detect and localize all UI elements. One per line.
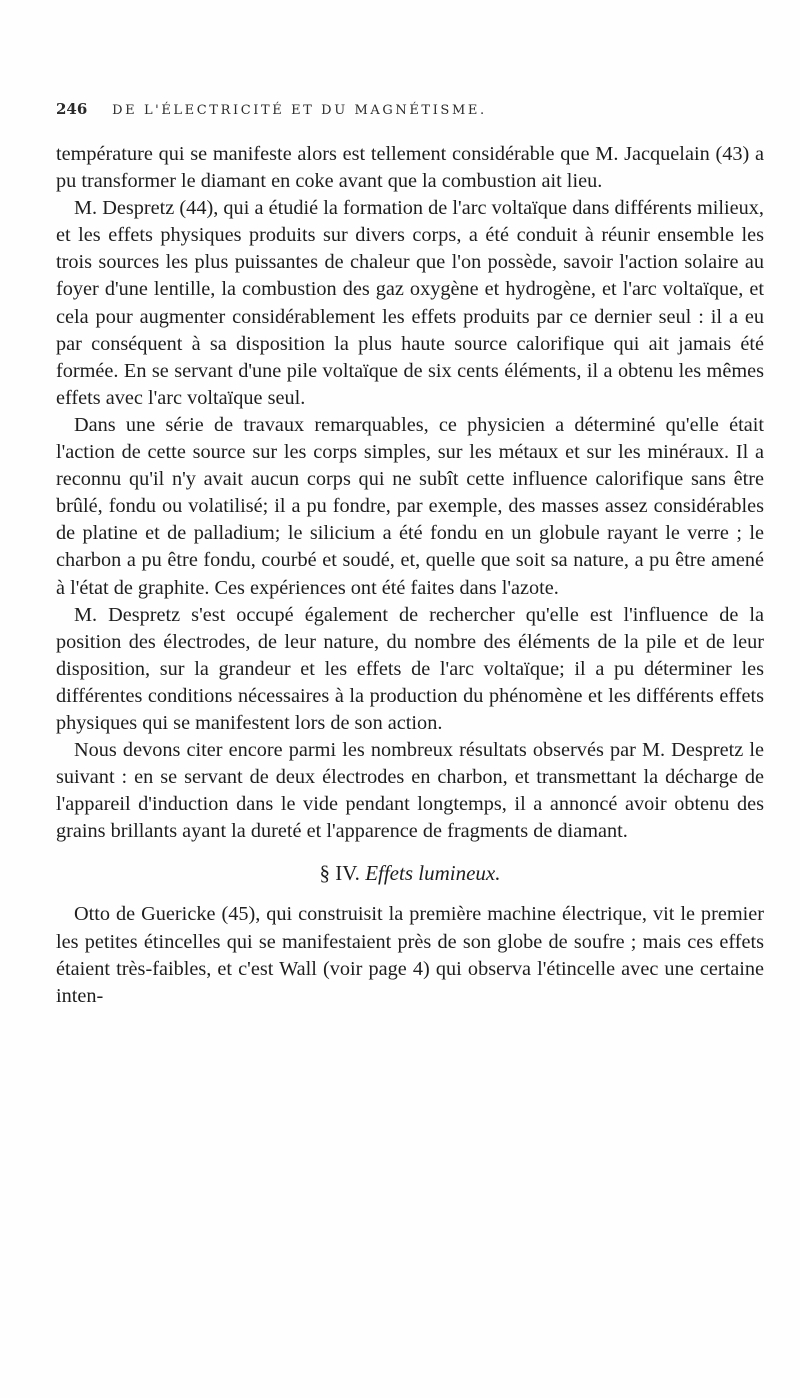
body-text bbox=[56, 141, 764, 1010]
paragraph: Dans une série de travaux remarquables, ce physicien a déterminé qu'elle était l'action de cette source sur les corps simples, sur les métaux et sur les minéraux. Il a reconnu qu'il n'y avait aucun corps qui ne subît cette influence calorifique sans être brûlé, fondu ou volatilisé; il a pu fondre, par exemple, des masses assez considérables de platine et de palladium; le silicium a été fondu en un globule rayant le verre ; le charbon a pu être fondu, courbé et soudé, et, quelle que soit sa nature, a pu être amené à l'état de graphite. Ces expériences ont été faites dans l'azote. bbox=[56, 413, 764, 599]
section-title: Effets lumineux. bbox=[365, 861, 501, 886]
paragraph: M. Despretz s'est occupé également de rechercher qu'elle est l'influence de la position des électrodes, de leur nature, du nombre des éléments de la pile et de leur disposition, sur la grandeur et les effets de l'arc voltaïque; il a pu déterminer les différentes conditions nécessaires à la production du phénomène et les différents effets physiques qui se manifestent lors de son action. bbox=[56, 603, 764, 734]
paragraph: Nous devons citer encore parmi les nombreux résultats observés par M. Despretz le suivant : en se servant de deux électrodes en charbon, et transmettant la décharge de l'appareil d'induction dans le vide pendant longtemps, il a annoncé avoir obtenu des grains brillants ayant la dureté et l'apparence de fragments de diamant. bbox=[56, 739, 764, 843]
paragraph-continued: température qui se manifeste alors est tellement considérable que M. Jacquelain (43) a pu transformer le diamant en coke avant que la combustion ait lieu. bbox=[56, 143, 764, 193]
running-title: DE L'ÉLECTRICITÉ ET DU MAGNÉTISME. bbox=[112, 103, 487, 118]
section-number: § IV. bbox=[319, 861, 360, 886]
section-heading bbox=[56, 859, 764, 887]
paragraph: M. Despretz (44), qui a étudié la formation de l'arc voltaïque dans différents milieux, et les effets physiques produits sur divers corps, a été conduit à réunir ensemble les trois sources les plus puissantes de chaleur que l'on possède, savoir l'action solaire au foyer d'une lentille, la combustion des gaz oxygène et hydrogène, et l'arc voltaïque, et cela pour augmenter considérablement les effets produits par ce dernier seul : il a eu par conséquent à sa disposition la plus haute source calorifique qui ait jamais été formée. En se servant d'une pile voltaïque de six cents éléments, il a obtenu les mêmes effets avec l'arc voltaïque seul. bbox=[56, 197, 764, 409]
running-head bbox=[56, 100, 756, 128]
paragraph: Otto de Guericke (45), qui construisit la première machine électrique, vit le premier les petites étincelles qui se manifestaient près de son globe de soufre ; mais ces effets étaient très-faibles, et c'est Wall (voir page 4) qui observa l'étincelle avec une certaine inten- bbox=[56, 903, 764, 1007]
page-number: 246 bbox=[56, 100, 88, 118]
